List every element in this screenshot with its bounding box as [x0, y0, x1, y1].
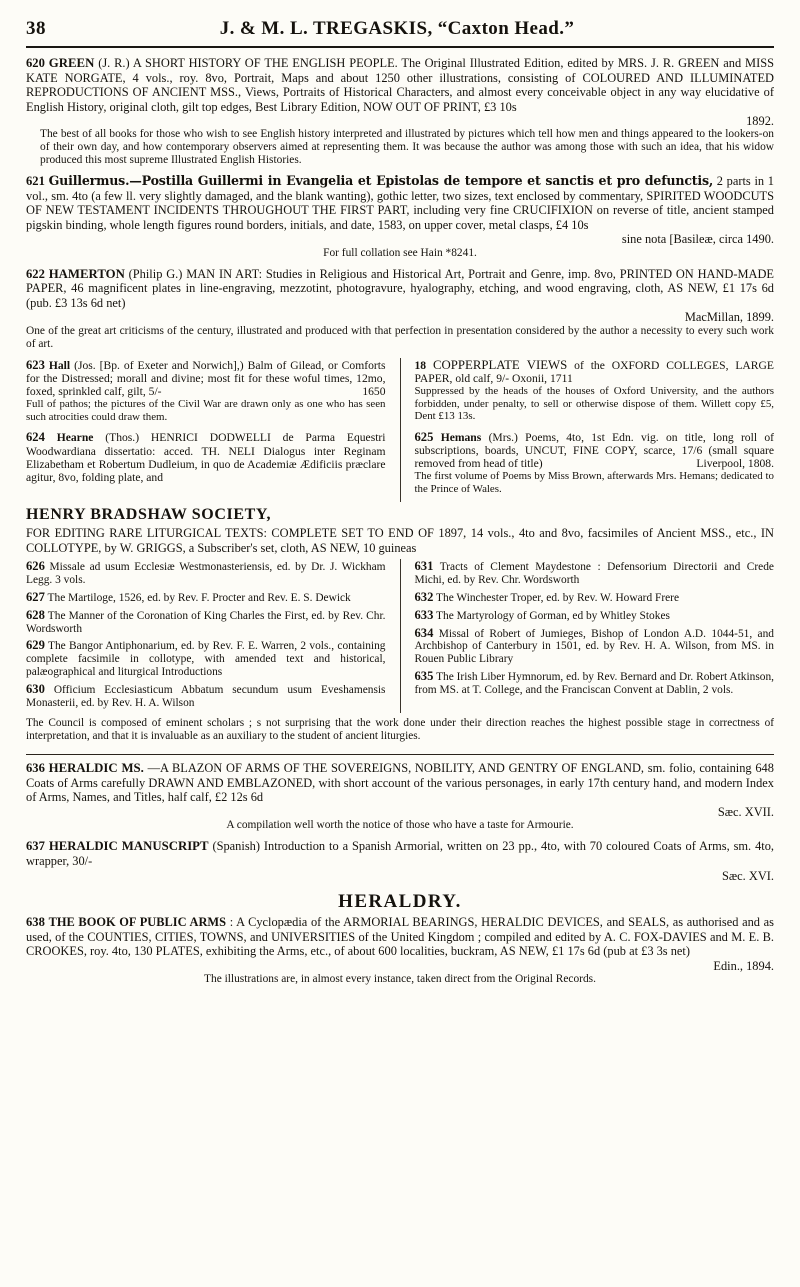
society-item — [26, 590, 386, 605]
society-item-630 — [26, 682, 386, 710]
society-item — [26, 559, 386, 587]
entry-620-year: 1892. — [746, 114, 774, 129]
society-item-631-number: 631 — [414, 559, 434, 573]
entry-637-year: Sæc. XVI. — [722, 868, 774, 883]
catalogue-entry-622 — [26, 267, 774, 351]
entry-623-cont-title: COPPERPLATE VIEWS — [433, 357, 568, 372]
society-item-629 — [26, 638, 386, 679]
society-item — [26, 638, 386, 679]
society-subtitle: FOR EDITING RARE LITURGICAL TEXTS: COMPLETE SET TO END OF 1897, 14 vols., 4to and 8vo, facsimiles of Ancient MSS., etc., IN COLLOTYPE, by W. GRIGGS, a Subscriber's set, cloth, AS NEW, 10 guineas — [26, 526, 774, 555]
society-item — [415, 590, 775, 605]
society-council-note: The Council is composed of eminent scholars ; s not surprising that the work done under their direction reaches the highest possible stage in correctness of interpretation, and that it is invaluable as an auxiliary to the student of ancient liturgies. — [26, 716, 774, 742]
catalogue-entry-623-cont — [415, 358, 775, 423]
entry-622-title: HAMERTON — [48, 266, 125, 281]
entry-623-cont-number: 18 — [414, 358, 427, 372]
section-heading-heraldry: HERALDRY. — [338, 891, 462, 913]
society-item-631-text: Tracts of Clement Maydestone : Defensorium Directorii and Crede Michi, ed. by Rev. Chr. Wordsworth — [414, 561, 774, 586]
entry-625-note: The first volume of Poems by Miss Brown, afterwards Mrs. Hemans; dedicated to the Prince of Wales. — [414, 470, 774, 495]
society-item-632 — [415, 590, 775, 605]
society-column-left — [26, 559, 386, 713]
entry-622-year: MacMillan, 1899. — [684, 310, 774, 325]
entry-623-note: Full of pathos; the pictures of the Civil War are drawn only as one who has seen such atrocities could draw them. — [26, 398, 386, 423]
society-item-634-text: Missal of Robert of Jumieges, Bishop of London A.D. 1044-51, and Archbishop of Canterbury in 1501, ed. by Rev. H. A. Wilson, from MS. in Rouen Public Library — [414, 627, 774, 666]
entry-638-title: THE BOOK OF PUBLIC ARMS — [48, 915, 227, 930]
entry-638-body: : A Cyclopædia of the ARMORIAL BEARINGS, HERALDIC DEVICES, and SEALS, as authorised and as used, of the COUNTIES, CITIES, TOWNS, and UNIVERSITIES of the United Kingdom ; compiled and edited by A. C. FOX-DAVIES and M. E. B. CROOKES, roy. 4to, 130 PLATES, exhibiting the Arms, etc., of about 600 localities, buckram, AS NEW, £1 17s 6d (pub at £3 3s net) — [26, 915, 774, 959]
society-item-630-number: 630 — [26, 682, 45, 696]
entry-638-year: Edin., 1894. — [713, 958, 774, 973]
society-item-626-text: Missale ad usum Ecclesiæ Westmonasteriensis, ed. by Dr. J. Wickham Legg. 3 vols. — [26, 561, 386, 586]
entry-637-title: HERALDIC MANUSCRIPT — [48, 839, 209, 854]
running-title: J. & M. L. TREGASKIS, “Caxton Head.” — [219, 18, 575, 39]
entry-624-title: Hearne — [56, 431, 94, 445]
society-item-634 — [415, 626, 775, 667]
society-item — [26, 608, 386, 636]
entry-623-cont-body: of the OXFORD COLLEGES, LARGE PAPER, old calf, 9/- Oxonii, 1711 — [414, 358, 774, 386]
entry-623-text — [26, 358, 386, 399]
society-item-635 — [415, 669, 775, 697]
entry-621-body: 2 parts in 1 vol., sm. 4to (a few ll. very slightly damaged, and the blank wanting), gothic letter, two sizes, text enclosed by commentary, SPIRITED WOODCUTS OF NEW TESTAMENT INCIDENTS THROUGHOUT THE FIRST PART, including very fine CRUCIFIXION on reverse of title, ancient stamped pigskin binding, whole length figures round borders, initials, and date, 1583, on upper cover, metal clasps, £4 10s — [26, 174, 774, 232]
society-item-627 — [26, 590, 386, 605]
society-item — [415, 626, 775, 667]
society-item-628-text: The Manner of the Coronation of King Charles the First, ed. by Rev. Chr. Wordsworth — [26, 609, 386, 635]
society-item — [415, 608, 775, 623]
entry-637-text — [26, 839, 774, 883]
society-item-633 — [415, 608, 775, 623]
society-item-626 — [26, 559, 386, 587]
entry-625-body: (Mrs.) Poems, 4to, 1st Edn. vig. on title, long roll of subscriptions, boards, UNCUT, FINE COPY, scarce, 17/6 (small square removed from head of title) — [414, 430, 774, 471]
entry-624-number: 624 — [26, 430, 45, 445]
society-item-629-number: 629 — [26, 638, 45, 653]
entry-623-number: 623 — [26, 357, 45, 372]
entry-624-text — [26, 430, 386, 484]
entry-622-text — [26, 267, 774, 325]
entry-621-text — [26, 174, 774, 246]
entry-638-number: 638 — [26, 915, 45, 930]
entry-620-note: The best of all books for those who wish to see English history interpreted and illustrated by pictures which tell how men and things appeared to the lookers-on of their own day, and how contemporary observers aimed at representing them. It was because the author was among those with such an idea, that his widow produced this most supreme Illustrated English Histories. — [40, 128, 774, 167]
entry-636-note: A compilation well worth the notice of those who have a taste for Armourie. — [226, 819, 574, 832]
entry-621-title: Guillermus.—Postilla Guillermi in Evangelia et Epistolas de tempore et sanctis et pro defunctis, — [48, 173, 714, 189]
society-item-626-number: 626 — [26, 559, 45, 573]
column-left — [26, 358, 386, 503]
society-item-628-number: 628 — [26, 607, 45, 622]
catalogue-entry-620 — [26, 56, 774, 167]
entry-636-text — [26, 761, 774, 819]
entry-625-year: Liverpool, 1808. — [696, 457, 774, 471]
entry-637-number: 637 — [26, 839, 45, 854]
column-divider — [400, 358, 401, 503]
two-column-block — [26, 358, 774, 503]
society-item-633-number: 633 — [414, 607, 434, 622]
society-item-627-number: 627 — [26, 589, 45, 604]
society-column-divider — [400, 559, 401, 713]
section-rule — [26, 754, 774, 755]
society-item-627-text: The Martiloge, 1526, ed. by Rev. F. Procter and Rev. E. S. Dewick — [47, 591, 351, 604]
entry-620-text — [26, 56, 774, 128]
society-item — [415, 669, 775, 697]
entry-636-number: 636 — [26, 760, 45, 775]
society-column-right — [415, 559, 775, 713]
society-item-629-text: The Bangor Antiphonarium, ed. by Rev. F. E. Warren, 2 vols., containing complete facsimile in collotype, with amended text and historical, palæographical and liturgical Introductions — [26, 640, 386, 679]
catalogue-entry-638 — [26, 915, 774, 986]
entry-636-year: Sæc. XVII. — [717, 804, 774, 819]
page-number: 38 — [26, 18, 46, 39]
society-item — [26, 682, 386, 710]
catalogue-entry-624 — [26, 430, 386, 484]
entry-621-number: 621 — [26, 174, 45, 189]
entry-638-note: The illustrations are, in almost every instance, taken direct from the Original Records. — [204, 973, 596, 986]
catalogue-entry-637 — [26, 839, 774, 883]
entry-622-note: One of the great art criticisms of the century, illustrated and produced with that perfection in presentation considered by the author a necessity to every such work of art. — [26, 324, 774, 350]
entry-622-body: (Philip G.) MAN IN ART: Studies in Religious and Historical Art, Portrait and Genre, imp. 8vo, PRINTED ON HAND-MADE PAPER, 46 magnificent plates in line-engraving, mezzotint, photogravure, hyalography, etching, and wood engraving, cloth, AS NEW, £1 17s 6d (pub. £3 13s 6d net) — [26, 266, 774, 310]
society-item-631 — [415, 559, 775, 587]
entry-636-body: —A BLAZON OF ARMS OF THE SOVEREIGNS, NOBILITY, AND GENTRY OF ENGLAND, sm. folio, containing 648 Coats of Arms carefully DRAWN AND EMBLAZONED, with short account of the various personages, in early 17th century hand, and modern Index of Arms, Names, and Titles, half calf, £2 12s 6d — [26, 760, 774, 805]
entry-620-number: 620 — [26, 56, 45, 70]
entry-623-body: (Jos. [Bp. of Exeter and Norwich],) Balm of Gilead, or Comforts for the Distressed; morall and divine; most fit for these woful times, 12mo, foxed, sprinkled calf, gilt, 5/- — [26, 358, 386, 399]
society-two-column — [26, 559, 774, 713]
society-item-628 — [26, 608, 386, 636]
column-right — [415, 358, 775, 503]
entry-638-text — [26, 915, 774, 973]
catalogue-entry-623 — [26, 358, 386, 424]
entry-625-number: 625 — [414, 429, 434, 444]
society-item-635-number: 635 — [414, 669, 434, 684]
entry-623-year: 1650 — [362, 385, 386, 399]
catalogue-entry-636 — [26, 761, 774, 832]
society-item — [415, 559, 775, 587]
entry-636-title: HERALDIC MS. — [48, 760, 144, 775]
entry-620-title: GREEN — [48, 56, 95, 70]
entry-623-cont-note: Suppressed by the heads of the houses of Oxford University, and the authors forbidden, under penalty, to sell or otherwise dispose of them. Willett copy £5, Dent £13 13s. — [414, 385, 774, 423]
entry-625-text — [415, 430, 775, 471]
society-item-633-text: The Martyrology of Gorman, ed by Whitley Stokes — [436, 609, 670, 622]
catalogue-entry-625 — [415, 430, 775, 496]
entry-637-body: (Spanish) Introduction to a Spanish Armorial, written on 23 pp., 4to, with 70 coloured Coats of Arms, sm. 4to, wrapper, 30/- — [26, 839, 775, 869]
header-rule — [26, 46, 774, 48]
entry-623-title: Hall — [48, 358, 71, 372]
society-block — [26, 506, 774, 742]
society-item-632-text: The Winchester Troper, ed. by Rev. W. Howard Frere — [436, 591, 680, 604]
society-item-630-text: Officium Ecclesiasticum Abbatum secundum usum Eveshamensis Monasterii, ed. by Rev. H. A. Wilson — [26, 684, 386, 709]
society-title: HENRY BRADSHAW SOCIETY, — [26, 506, 272, 524]
entry-621-note: For full collation see Hain *8241. — [323, 246, 477, 259]
society-item-632-number: 632 — [414, 589, 434, 604]
entry-622-number: 622 — [26, 266, 45, 281]
entry-624-body: (Thos.) HENRICI DODWELLI de Parma Equestri Woodwardiana dissertatio: acced. TH. NELI Dialogus inter Reginam Elizabetham et Robertum Dudleium, in quo de Academiæ Ædificiis præclare agitur, 8vo, folding plate, and — [26, 431, 386, 484]
society-item-634-number: 634 — [414, 625, 434, 640]
entry-623-cont-text — [415, 358, 775, 386]
entry-621-year: sine nota [Basileæ, circa 1490. — [621, 232, 774, 247]
society-item-635-text: The Irish Liber Hymnorum, ed. by Rev. Bernard and Dr. Robert Atkinson, from MS. at T. College, and the Franciscan Convent at Dablin, 2 vols. — [414, 671, 774, 696]
entry-620-body: (J. R.) A SHORT HISTORY OF THE ENGLISH PEOPLE. The Original Illustrated Edition, edited by MRS. J. R. GREEN and MISS KATE NORGATE, 4 vols., roy. 8vo, Portrait, Maps and about 1250 other illustrations, consisting of COLOURED AND ILLUMINATED REPRODUCTIONS OF ANCIENT MSS., Views, Portraits of Historical Characters, and almost every conceivable object in any way elucidative of English History, original cloth, gilt top edges, Best Library Edition, NOW OUT OF PRINT, £3 10s — [26, 56, 774, 114]
running-head — [26, 18, 774, 40]
catalogue-entry-621 — [26, 174, 774, 259]
entry-625-title: Hemans — [440, 430, 482, 444]
